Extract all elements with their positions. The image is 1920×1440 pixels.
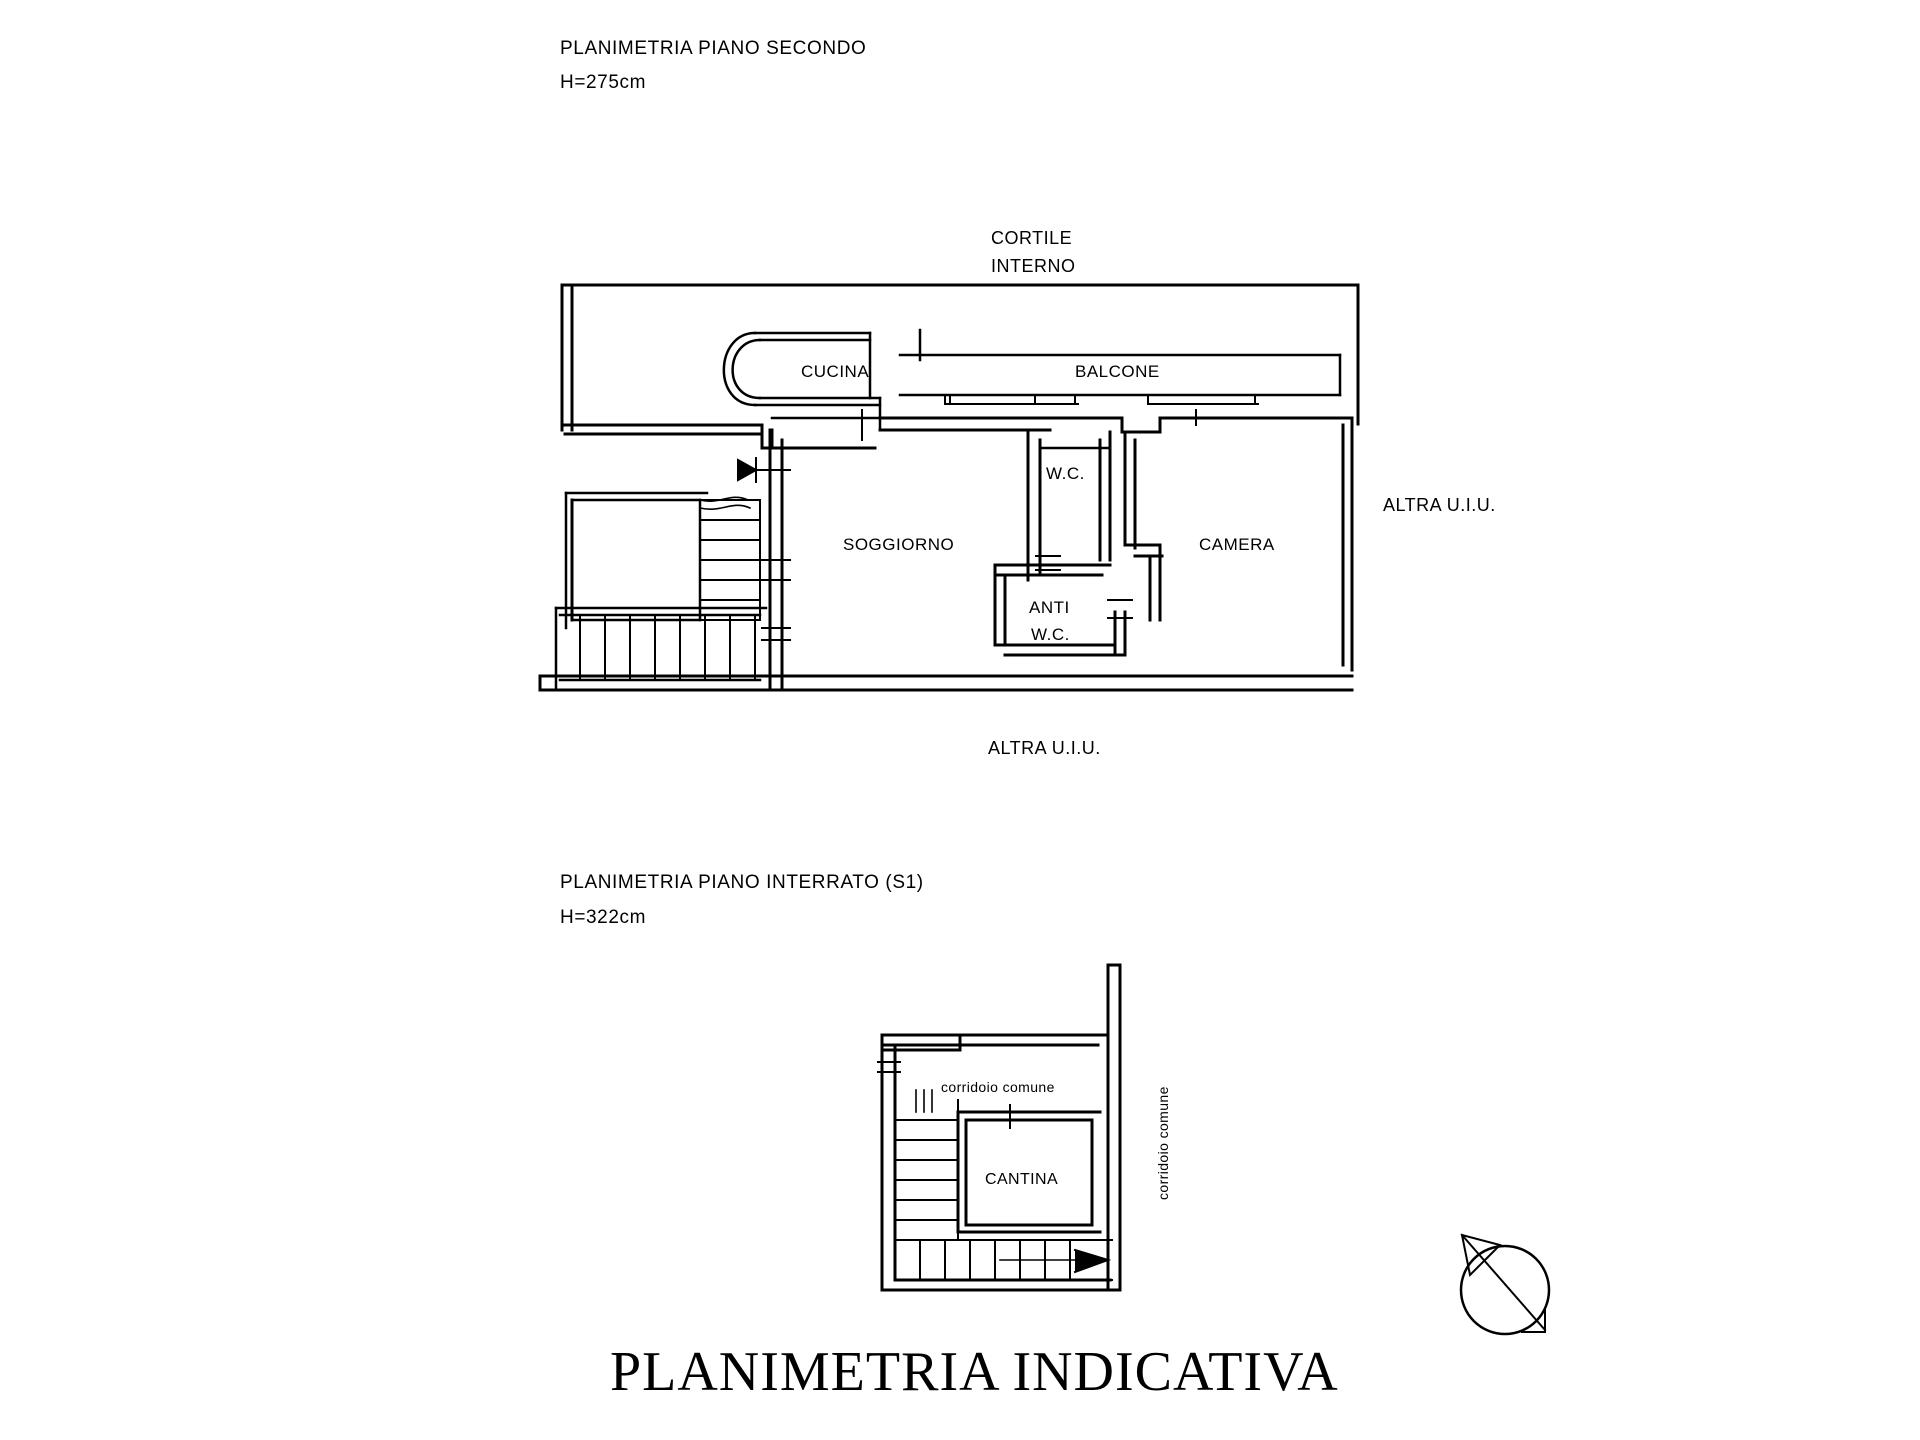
plan-piano-interrato-geometry — [878, 965, 1120, 1290]
room-label-soggiorno: SOGGIORNO — [843, 535, 955, 554]
room-label-wc: W.C. — [1046, 464, 1085, 483]
plan-height-piano-secondo: H=275cm — [560, 72, 647, 93]
room-label-anti-wc-line2: W.C. — [1031, 625, 1070, 644]
room-label-cantina: CANTINA — [985, 1171, 1059, 1188]
room-label-anti-wc-line1: ANTI — [1029, 598, 1070, 617]
plan-title-piano-secondo: PLANIMETRIA PIANO SECONDO — [560, 38, 867, 59]
document-footer-title: PLANIMETRIA INDICATIVA — [610, 1341, 1339, 1403]
label-cortile-interno-line1: CORTILE — [991, 228, 1073, 248]
north-compass-icon — [1461, 1235, 1549, 1334]
label-altra-uiu-bottom: ALTRA U.I.U. — [988, 738, 1101, 758]
plan-height-piano-interrato: H=322cm — [560, 907, 647, 928]
label-corridoio-comune-horizontal: corridoio comune — [941, 1079, 1055, 1095]
plan-title-piano-interrato: PLANIMETRIA PIANO INTERRATO (S1) — [560, 872, 924, 893]
room-label-cucina: CUCINA — [801, 362, 870, 381]
label-altra-uiu-right: ALTRA U.I.U. — [1383, 495, 1496, 515]
label-cortile-interno-line2: INTERNO — [991, 256, 1076, 276]
room-label-balcone: BALCONE — [1075, 362, 1160, 381]
room-label-camera: CAMERA — [1199, 535, 1275, 554]
label-corridoio-comune-vertical: corridoio comune — [1155, 1086, 1171, 1200]
plan-piano-secondo-geometry — [540, 285, 1358, 690]
